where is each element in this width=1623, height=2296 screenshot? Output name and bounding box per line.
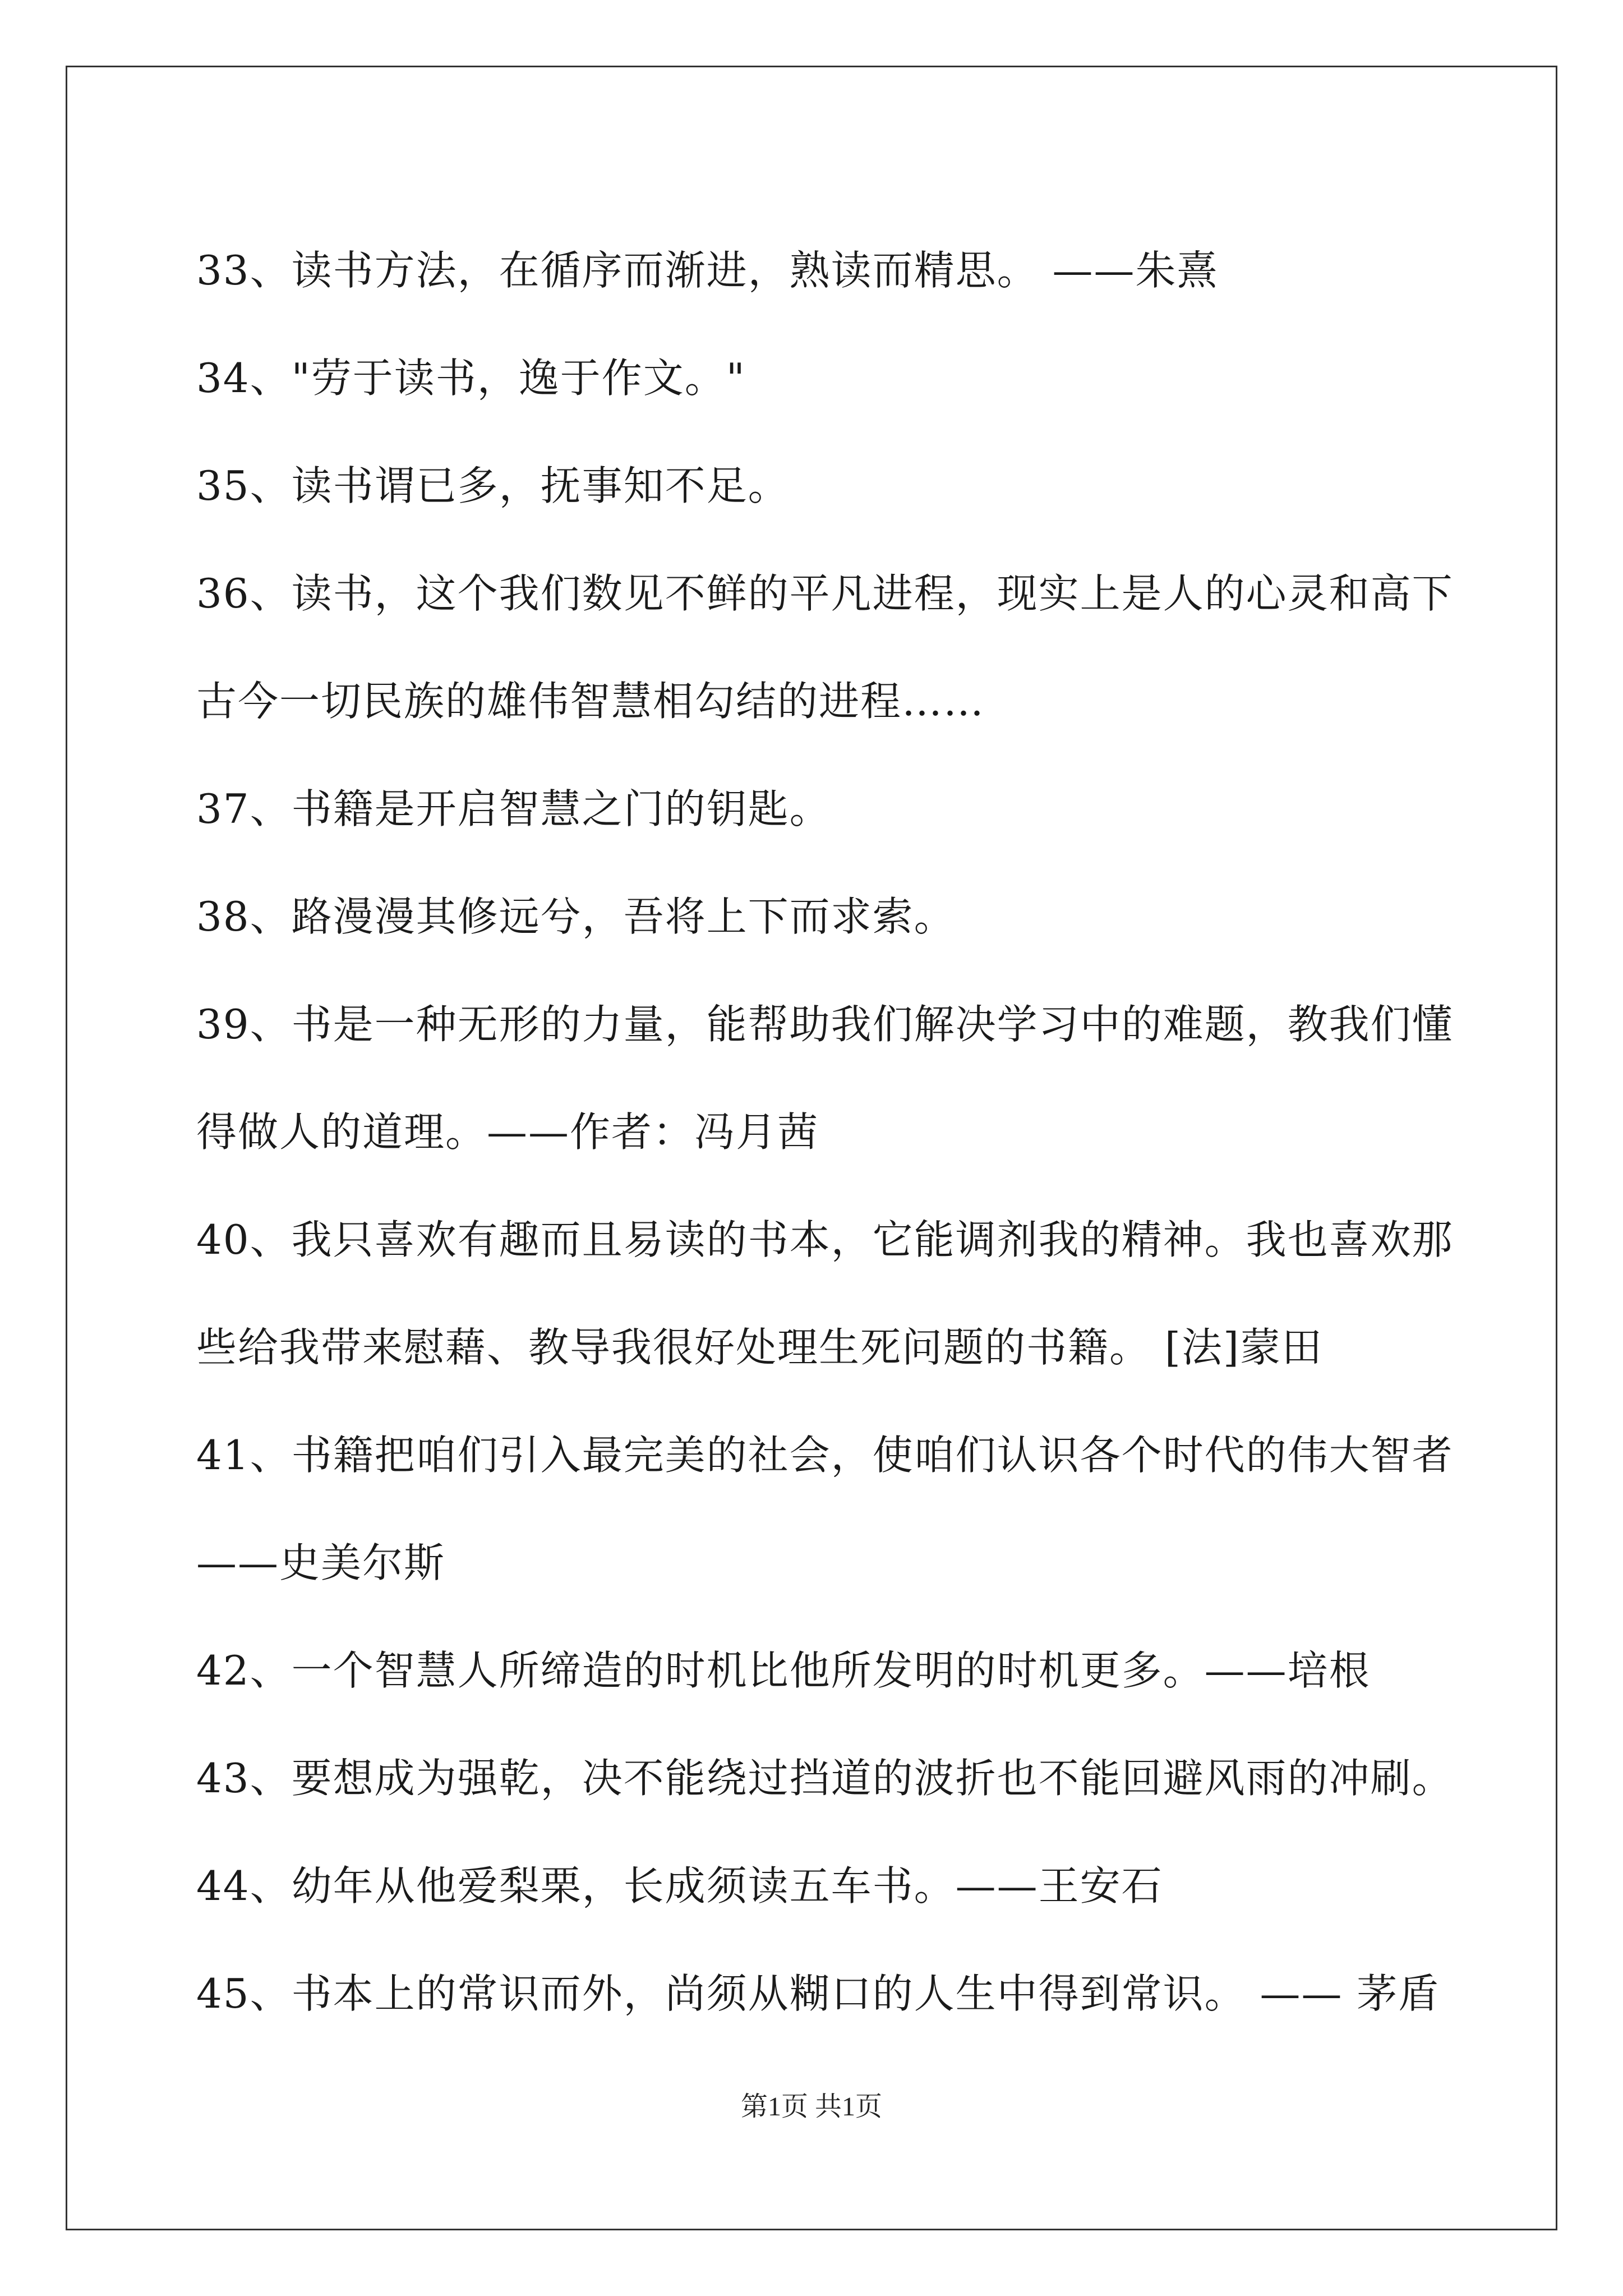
- text-line: 37、书籍是开启智慧之门的钥匙。: [196, 785, 831, 832]
- text-line: 34、"劳于读书，逸于作文。": [196, 355, 746, 402]
- text-line: 39、书是一种无形的力量，能帮助我们解决学习中的难题，教我们懂: [196, 1001, 1454, 1048]
- text-line: 古今一切民族的雄伟智慧相勾结的进程……: [196, 678, 985, 725]
- text-line: 40、我只喜欢有趣而且易读的书本，它能调剂我的精神。我也喜欢那: [196, 1216, 1454, 1263]
- text-line: 42、一个智慧人所缔造的时机比他所发明的时机更多。——培根: [196, 1647, 1371, 1694]
- text-line: 45、书本上的常识而外，尚须从糊口的人生中得到常识。 —— 茅盾: [196, 1970, 1440, 2017]
- page-number-footer: 第1页 共1页: [740, 2092, 882, 2122]
- text-line: 36、读书，这个我们数见不鲜的平凡进程，现实上是人的心灵和高下: [196, 570, 1454, 617]
- document-body: [196, 213, 1454, 2044]
- text-line: ——史美尔斯: [196, 1539, 446, 1586]
- text-line: 些给我带来慰藉、教导我很好处理生死问题的书籍。 [法]蒙田: [196, 1324, 1324, 1371]
- text-line: 35、读书谓已多，抚事知不足。: [196, 462, 790, 509]
- text-line: 得做人的道理。——作者：冯月茜: [196, 1108, 819, 1156]
- text-line: 33、读书方法，在循序而渐进，熟读而精思。 ——朱熹: [196, 247, 1219, 294]
- text-line: 38、路漫漫其修远兮，吾将上下而求索。: [196, 893, 956, 940]
- text-line: 43、要想成为强乾，决不能绕过挡道的波折也不能回避风雨的冲刷。: [196, 1755, 1454, 1802]
- text-line: 41、书籍把咱们引入最完美的社会，使咱们认识各个时代的伟大智者: [196, 1432, 1454, 1479]
- text-line: 44、幼年从他爱梨栗，长成须读五车书。——王安石: [196, 1862, 1163, 1910]
